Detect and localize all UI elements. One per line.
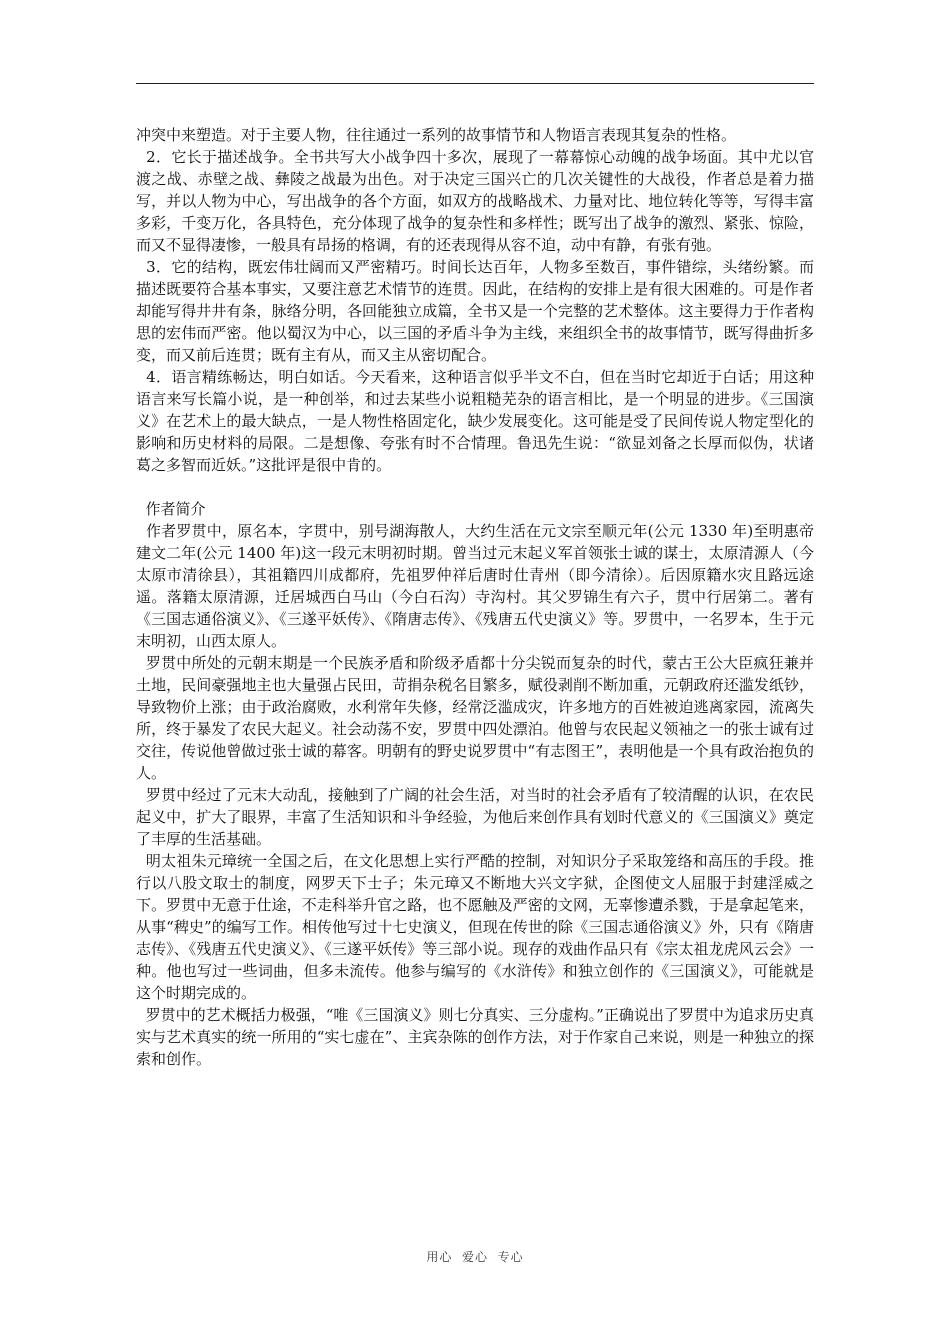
paragraph: 明太祖朱元璋统一全国之后，在文化思想上实行严酷的控制，对知识分子采取笼络和高压的手段。推行以八股文取士的制度，网罗天下士子；朱元璋又不断地大兴文字狱，企图使文人屈服于封建淫威之下。罗贯中无意于仕途，不走科举升官之路，也不愿触及严密的文网，无辜惨遭杀戮，于是拿起笔来，从事“稗史”的编写工作。相传他写过十七史演义，但现在传世的除《三国志通俗演义》外，只有《隋唐志传》、《残唐五代史演义》、《三遂平妖传》等三部小说。现存的戏曲作品只有《宗太祖龙虎风云会》一种。他也写过一些词曲，但多未流传。他参与编写的《水浒传》和独立创作的《三国演义》，可能就是这个时期完成的。	[136, 852, 814, 1002]
page-footer: 用心 爱心 专心	[426, 1250, 524, 1264]
paragraph: 4．语言精练畅达，明白如话。今天看来，这种语言似乎半文不白，但在当时它却近于白话；用这种语言来写长篇小说，是一种创举，和过去某些小说粗糙芜杂的语言相比，是一个明显的进步。《三国演义》在艺术上的最大缺点，一是人物性格固定化，缺少发展变化。这可能是受了民间传说人物定型化的影响和历史材料的局限。二是想像、夸张有时不合情理。鲁迅先生说：“欲显刘备之长厚而似伪，状诸葛之多智而近妖。”这批评是很中肯的。	[136, 368, 814, 474]
paragraph: 冲突中来塑造。对于主要人物，往往通过一系列的故事情节和人物语言表现其复杂的性格。	[136, 126, 737, 144]
paragraph: 2．它长于描述战争。全书共写大小战争四十多次，展现了一幕幕惊心动魄的战争场面。其中尤以官渡之战、赤壁之战、彝陵之战最为出色。对于决定三国兴亡的几次关键性的大战役，作者总是着力描写，并以人物为中心，写出战争的各个方面，如双方的战略战术、力量对比、地位转化等等，写得丰富多彩，千变万化，各具特色，充分体现了战争的复杂性和多样性；既写出了战争的激烈、紧张、惊险，而又不显得凄惨，一般具有昂扬的格调，有的还表现得从容不迫，动中有静，有张有弛。	[136, 148, 814, 254]
paragraph: 3．它的结构，既宏伟壮阔而又严密精巧。时间长达百年，人物多至数百，事件错综，头绪纷繁。而描述既要符合基本事实，又要注意艺术情节的连贯。因此，在结构的安排上是有很大困难的。可是作者却能写得井井有条，脉络分明，各回能独立成篇，全书又是一个完整的艺术整体。这主要得力于作者构思的宏伟而严密。他以蜀汉为中心，以三国的矛盾斗争为主线，来组织全书的故事情节，既写得曲折多变，而又前后连贯；既有主有从，而又主从密切配合。	[136, 258, 814, 364]
paragraph: 罗贯中所处的元朝末期是一个民族矛盾和阶级矛盾都十分尖锐而复杂的时代，蒙古王公大臣疯狂兼并土地，民间豪强地主也大量强占民田，苛捐杂税名目繁多，赋役剥削不断加重，元朝政府还滥发纸钞，导致物价上涨；由于政治腐败，水利常年失修，经常泛滥成灾，许多地方的百姓被迫逃离家园，流离失所，终于暴发了农民大起义。社会动荡不安，罗贯中四处漂泊。他曾与农民起义领袖之一的张士诚有过交往，传说他曾做过张士诚的幕客。明朝有的野史说罗贯中“有志图王”，表明他是一个具有政治抱负的人。	[136, 654, 814, 782]
header-rule	[136, 83, 814, 84]
paragraph-gap	[136, 476, 814, 498]
document-body	[136, 124, 814, 1070]
paragraph: 罗贯中经过了元末大动乱，接触到了广阔的社会生活，对当时的社会矛盾有了较清醒的认识，在农民起义中，扩大了眼界，丰富了生活知识和斗争经验，为他后来创作具有划时代意义的《三国演义》奠定了丰厚的生活基础。	[136, 786, 814, 848]
paragraph: 罗贯中的艺术概括力极强，“唯《三国演义》则七分真实、三分虚构。”正确说出了罗贯中为追求历史真实与艺术真实的统一所用的“实七虚在”、主宾杂陈的创作方法，对于作家自己来说，则是一种独立的探索和创作。	[136, 1006, 814, 1068]
paragraph: 作者罗贯中，原名本，字贯中，别号湖海散人，大约生活在元文宗至顺元年(公元 1330 年)至明惠帝建文二年(公元 1400 年)这一段元末明初时期。曾当过元末起义军首领张士诚的谋士，太原清源人（今太原市清徐县），其祖籍四川成都府，先祖罗仲祥后唐时仕青州（即今清徐）。后因原籍水灾且路远途遥。落籍太原清源，迁居城西白马山（今白石沟）寺沟村。其父罗锦生有六子，贯中行居第二。著有《三国志通俗演义》、《三遂平妖传》、《隋唐志传》、《残唐五代史演义》等。罗贯中，一名罗本，生于元末明初，山西太原人。	[136, 522, 814, 650]
section-title: 作者简介	[136, 500, 206, 518]
